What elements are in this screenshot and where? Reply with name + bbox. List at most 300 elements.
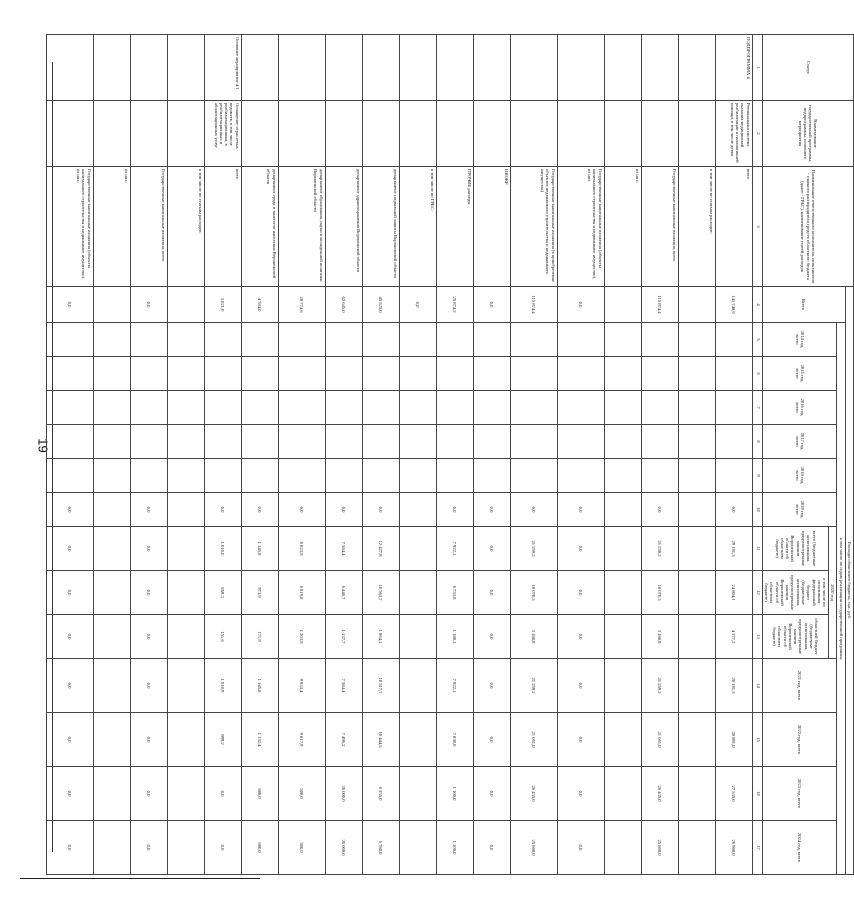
cell-y19 <box>678 493 715 527</box>
cell-exec: Государственные капитальные вложения (объекты капитального строительства и недвижимое имущество), из них: <box>46 167 93 287</box>
cell-total: 62 645,0 <box>325 287 362 323</box>
cell-y17 <box>46 425 93 459</box>
cell-y22: 21 061,0 <box>641 713 678 767</box>
cell-total: 115 874,4 <box>510 287 557 323</box>
cell-y24 <box>399 821 436 875</box>
cell-y24: 0,0 <box>130 821 167 875</box>
cell-y20: 21 259,2 <box>641 527 678 571</box>
column-index-cell: 12 <box>752 571 762 615</box>
budget-table <box>46 34 854 875</box>
cell-status <box>130 35 167 101</box>
cell-y15 <box>557 357 604 391</box>
cell-y16 <box>399 391 436 425</box>
cell-y19: 0,0 <box>130 493 167 527</box>
cell-y14 <box>510 323 557 357</box>
cell-y17 <box>278 425 325 459</box>
header-2016: 2016 год, всего <box>762 391 837 425</box>
cell-fed: 6 819,8 <box>278 571 325 615</box>
column-index-cell: 7 <box>752 391 762 425</box>
cell-y14 <box>557 323 604 357</box>
cell-name <box>436 101 473 167</box>
cell-exec: Государственные капитальные вложения (объекты капитального строительства и недвижимое имущество), из них <box>557 167 604 287</box>
cell-y23 <box>604 767 641 821</box>
header-2018: 2018 год, всего <box>762 459 837 493</box>
cell-y19: 0,0 <box>204 493 241 527</box>
cell-y17 <box>204 425 241 459</box>
cell-y24 <box>678 821 715 875</box>
cell-fed: 6 446,7 <box>325 571 362 615</box>
cell-y21: 20 181,3 <box>715 659 752 713</box>
cell-y24: 500,0 <box>278 821 325 875</box>
cell-y21: 7 584,4 <box>325 659 362 713</box>
cell-y15 <box>278 357 325 391</box>
cell-y15 <box>204 357 241 391</box>
cell-y21: 21 259,2 <box>641 659 678 713</box>
cell-y17 <box>399 425 436 459</box>
cell-y23: 0,0 <box>130 767 167 821</box>
cell-fed <box>93 571 130 615</box>
cell-exec: НИОКР <box>473 167 510 287</box>
cell-status <box>278 35 325 101</box>
cell-y16 <box>715 391 752 425</box>
cell-status <box>641 35 678 101</box>
cell-y21: 0,0 <box>557 659 604 713</box>
cell-y24: 1 100,0 <box>436 821 473 875</box>
cell-y17 <box>325 425 362 459</box>
cell-exec: из них: <box>93 167 130 287</box>
cell-y22: 10 444,5 <box>362 713 399 767</box>
cell-y17 <box>510 425 557 459</box>
page-number: 19 <box>35 438 51 453</box>
cell-y21: 0,0 <box>46 659 93 713</box>
cell-y20 <box>604 527 641 571</box>
cell-total <box>167 287 204 323</box>
cell-y21: 7 922,1 <box>436 659 473 713</box>
cell-y24: 20 000,0 <box>325 821 362 875</box>
cell-y14 <box>715 323 752 357</box>
cell-y24: 0,0 <box>557 821 604 875</box>
column-index-cell: 5 <box>752 323 762 357</box>
cell-name <box>362 101 399 167</box>
cell-y22: 0,0 <box>130 713 167 767</box>
cell-status <box>557 35 604 101</box>
cell-y14 <box>604 323 641 357</box>
column-index-cell: 2 <box>752 101 762 167</box>
cell-reg: 3 188,9 <box>510 615 557 659</box>
cell-y24 <box>93 821 130 875</box>
cell-exec: из них: <box>604 167 641 287</box>
header-federal-label: федеральный бюджет (бюджетные ассигнования, предусмотренные законом Воронежской области об областном бюджете) <box>764 575 817 610</box>
cell-y21: 10 517,7 <box>362 659 399 713</box>
cell-status <box>93 35 130 101</box>
table-row <box>399 35 436 875</box>
rotated-table-container <box>64 34 854 874</box>
cell-status <box>473 35 510 101</box>
cell-exec: департамент труда и занятости населения Воронежской области <box>241 167 278 287</box>
table-row <box>241 35 278 875</box>
cell-y20: 0,0 <box>473 527 510 571</box>
cell-y17 <box>641 425 678 459</box>
cell-exec: Государственные капитальные вложения (в приобретение объектов недвижимого строительства и недвижимого имущества) <box>510 167 557 287</box>
cell-status <box>241 35 278 101</box>
cell-reg: 151,6 <box>204 615 241 659</box>
cell-y20 <box>167 527 204 571</box>
column-index-cell: 10 <box>752 493 762 527</box>
cell-status: ПОДПРОГРАММА 4 <box>715 35 752 101</box>
cell-y24: 25 860,0 <box>510 821 557 875</box>
cell-reg <box>604 615 641 659</box>
header-2019: 2019 год, всего <box>762 493 837 527</box>
cell-y24: 26 960,0 <box>715 821 752 875</box>
table-row <box>510 35 557 875</box>
cell-y22: 21 061,0 <box>510 713 557 767</box>
cell-y19: 0,0 <box>715 493 752 527</box>
table-row <box>362 35 399 875</box>
table-row <box>715 35 752 875</box>
cell-y16 <box>436 391 473 425</box>
cell-reg <box>167 615 204 659</box>
cell-y18 <box>436 459 473 493</box>
cell-exec: Государственные капитальные вложения, всего <box>130 167 167 287</box>
cell-y16 <box>362 391 399 425</box>
column-index-cell: 9 <box>752 459 762 493</box>
cell-fed: 0,0 <box>46 571 93 615</box>
cell-y16 <box>557 391 604 425</box>
cell-y19: 0,0 <box>436 493 473 527</box>
cell-y15 <box>678 357 715 391</box>
cell-y20: 0,0 <box>130 527 167 571</box>
table-row <box>93 35 130 875</box>
cell-y17 <box>557 425 604 459</box>
cell-name <box>130 101 167 167</box>
column-index-cell: 8 <box>752 425 762 459</box>
cell-status <box>167 35 204 101</box>
cell-y18 <box>130 459 167 493</box>
column-index-cell: 16 <box>752 767 762 821</box>
table-row <box>678 35 715 875</box>
cell-y19: 0,0 <box>325 493 362 527</box>
cell-y20: 29 181,3 <box>715 527 752 571</box>
cell-y15 <box>46 357 93 391</box>
cell-y23: 27 535,0 <box>715 767 752 821</box>
cell-y22: 999,2 <box>204 713 241 767</box>
cell-y18 <box>362 459 399 493</box>
cell-y24: 680,0 <box>241 821 278 875</box>
cell-y24: 25 860,0 <box>641 821 678 875</box>
cell-y20: 7 922,1 <box>436 527 473 571</box>
cell-y20: 21 259,2 <box>510 527 557 571</box>
cell-y15 <box>241 357 278 391</box>
cell-y15 <box>399 357 436 391</box>
cell-y23 <box>678 767 715 821</box>
cell-y23: 1 100,0 <box>436 767 473 821</box>
cell-y17 <box>167 425 204 459</box>
cell-total: 25 874,2 <box>436 287 473 323</box>
header-by-years: в том числе по годам реализации государственной программы <box>837 323 845 875</box>
cell-y18 <box>715 459 752 493</box>
cell-y15 <box>167 357 204 391</box>
header-sources-label: в том числе по источникам: <box>816 578 828 607</box>
cell-name <box>399 101 436 167</box>
cell-y23 <box>93 767 130 821</box>
cell-exec: всего <box>715 167 752 287</box>
cell-y15 <box>436 357 473 391</box>
cell-y20: 7 584,4 <box>325 527 362 571</box>
cell-reg: 0,0 <box>557 615 604 659</box>
cell-y16 <box>678 391 715 425</box>
cell-y14 <box>241 323 278 357</box>
column-index-cell: 11 <box>752 527 762 571</box>
cell-exec: ПРОЧИЕ расходы <box>436 167 473 287</box>
cell-name <box>678 101 715 167</box>
cell-name <box>325 101 362 167</box>
cell-y18 <box>473 459 510 493</box>
cell-y15 <box>130 357 167 391</box>
cell-total: 115 874,4 <box>641 287 678 323</box>
cell-y18 <box>241 459 278 493</box>
cell-y14 <box>278 323 325 357</box>
cell-y14 <box>204 323 241 357</box>
column-index-cell: 14 <box>752 659 762 713</box>
cell-y17 <box>130 425 167 459</box>
cell-y18 <box>641 459 678 493</box>
cell-total: 0,0 <box>46 287 93 323</box>
cell-y17 <box>678 425 715 459</box>
cell-y19: 0,0 <box>362 493 399 527</box>
cell-y18 <box>557 459 604 493</box>
cell-y22: 1 132,4 <box>241 713 278 767</box>
cell-reg: 171,9 <box>241 615 278 659</box>
cell-y22 <box>399 713 436 767</box>
cell-reg: 1 137,7 <box>325 615 362 659</box>
cell-name <box>510 101 557 167</box>
cell-y19 <box>604 493 641 527</box>
cell-name <box>604 101 641 167</box>
cell-y15 <box>604 357 641 391</box>
cell-y16 <box>130 391 167 425</box>
cell-y22: 0,0 <box>473 713 510 767</box>
table-row <box>204 35 241 875</box>
table-row <box>278 35 325 875</box>
cell-y18 <box>204 459 241 493</box>
cell-fed <box>399 571 436 615</box>
cell-y23: 26 435,0 <box>510 767 557 821</box>
header-2021: 2021 год, всего <box>762 659 837 713</box>
cell-total: 0,0 <box>399 287 436 323</box>
cell-reg: 1 188,3 <box>436 615 473 659</box>
cell-y14 <box>93 323 130 357</box>
cell-y16 <box>46 391 93 425</box>
cell-status <box>436 35 473 101</box>
cell-exec: департамент здравоохранения Воронежской области <box>325 167 362 287</box>
cell-exec: департамент образования, науки и молодежной политики Воронежской области <box>278 167 325 287</box>
header-executor: Наименование ответственного исполнителя, исполнителя - главного распорядителя средств областного бюджета (далее - ГРБС), наименование статей расходов <box>762 167 853 287</box>
cell-y21: 0,0 <box>473 659 510 713</box>
cell-y15 <box>473 357 510 391</box>
header-2023: 2023 год, всего <box>762 767 837 821</box>
cell-y22: 7 496,2 <box>325 713 362 767</box>
cell-y15 <box>362 357 399 391</box>
header-regional: областной бюджет (бюджетные ассигнования, предусмотренные законом Воронежской области об областном бюджете) <box>762 615 828 659</box>
cell-y23: 0,0 <box>473 767 510 821</box>
cell-name <box>167 101 204 167</box>
cell-y22 <box>93 713 130 767</box>
cell-reg: 1 203,5 <box>278 615 325 659</box>
column-index-cell: 13 <box>752 615 762 659</box>
cell-y24 <box>167 821 204 875</box>
cell-y17 <box>93 425 130 459</box>
cell-reg: 0,0 <box>46 615 93 659</box>
cell-fed: 0,0 <box>557 571 604 615</box>
cell-y17 <box>436 425 473 459</box>
cell-y16 <box>241 391 278 425</box>
cell-status <box>604 35 641 101</box>
cell-name: Региональная система оказания медицинской реабилитации и паллиативной помощи, в том числе детям <box>715 101 752 167</box>
cell-y24: 0,0 <box>46 821 93 875</box>
cell-y19: 0,0 <box>473 493 510 527</box>
header-program-name: Наименование государственной программы, подпрограммы, основного мероприятия <box>762 101 853 167</box>
cell-exec: в том числе по статьям расходов: <box>678 167 715 287</box>
cell-y16 <box>204 391 241 425</box>
column-index-cell: 17 <box>752 821 762 875</box>
cell-y23 <box>167 767 204 821</box>
header-2015: 2015 год, всего <box>762 357 837 391</box>
footer-rule <box>20 878 260 879</box>
cell-exec: в том числе по статьям расходов: <box>167 167 204 287</box>
cell-y21: 0,0 <box>130 659 167 713</box>
cell-reg: 3 188,9 <box>641 615 678 659</box>
cell-y21 <box>93 659 130 713</box>
header-2017: 2017 год, всего <box>762 425 837 459</box>
column-index-cell: 15 <box>752 713 762 767</box>
cell-total: 0,0 <box>473 287 510 323</box>
cell-total: 4 784,0 <box>241 287 278 323</box>
cell-y19: 0,0 <box>557 493 604 527</box>
header-2020: 2020 год <box>829 527 837 659</box>
cell-y18 <box>510 459 557 493</box>
table-row <box>167 35 204 875</box>
table-row <box>46 35 93 875</box>
header-2024: 2024 год, всего <box>762 821 837 875</box>
header-status: Статус <box>762 35 853 101</box>
cell-exec: департамент социальной защиты Воронежской области <box>362 167 399 287</box>
cell-name <box>93 101 130 167</box>
cell-name <box>278 101 325 167</box>
cell-total <box>678 287 715 323</box>
cell-y23: 680,0 <box>241 767 278 821</box>
cell-y15 <box>641 357 678 391</box>
cell-y15 <box>510 357 557 391</box>
cell-y20: 12 427,8 <box>362 527 399 571</box>
cell-name <box>557 101 604 167</box>
cell-y22 <box>167 713 204 767</box>
cell-fed <box>678 571 715 615</box>
cell-y19: 0,0 <box>46 493 93 527</box>
cell-fed <box>167 571 204 615</box>
cell-exec: Государственные капитальные вложения, всего <box>641 167 678 287</box>
cell-y23: 0,0 <box>204 767 241 821</box>
cell-total <box>604 287 641 323</box>
cell-y19 <box>167 493 204 527</box>
cell-y15 <box>93 357 130 391</box>
cell-y18 <box>604 459 641 493</box>
cell-y19: 0,0 <box>641 493 678 527</box>
cell-status <box>46 35 93 101</box>
cell-fed: 0,0 <box>473 571 510 615</box>
cell-fed: 10 563,7 <box>362 571 399 615</box>
cell-y19 <box>399 493 436 527</box>
cell-exec: в том числе по ГРБС: <box>399 167 436 287</box>
cell-y21 <box>399 659 436 713</box>
cell-y14 <box>473 323 510 357</box>
cell-name: Оснащение отраслевых ведомств, в том числе реабилитационным, в реабилитационных и абилитационных услуг <box>204 101 241 167</box>
cell-y14 <box>130 323 167 357</box>
cell-y18 <box>325 459 362 493</box>
cell-y20 <box>93 527 130 571</box>
cell-y22: 28 891,0 <box>715 713 752 767</box>
cell-y23: 0,0 <box>557 767 604 821</box>
header-2020-total: всего (бюджетные ассигнования, предусмотренные законом Воронежской области об областном бюджете) <box>762 527 828 571</box>
column-index-cell: 6 <box>752 357 762 391</box>
table-row <box>436 35 473 875</box>
cell-y22 <box>604 713 641 767</box>
cell-reg <box>399 615 436 659</box>
cell-fed: 6 733,8 <box>436 571 473 615</box>
cell-y14 <box>678 323 715 357</box>
cell-total: 3 021,0 <box>204 287 241 323</box>
column-index-cell: 3 <box>752 167 762 287</box>
cell-fed: 859,3 <box>204 571 241 615</box>
cell-y23: 500,0 <box>278 767 325 821</box>
cell-y17 <box>715 425 752 459</box>
cell-y16 <box>510 391 557 425</box>
cell-total: 0,0 <box>557 287 604 323</box>
cell-total <box>93 287 130 323</box>
cell-y18 <box>46 459 93 493</box>
cell-fed: 0,0 <box>130 571 167 615</box>
column-index-cell: 4 <box>752 287 762 323</box>
cell-total: 0,0 <box>130 287 167 323</box>
cell-reg: 0,0 <box>473 615 510 659</box>
cell-status: Основное мероприятие 4.1 <box>204 35 241 101</box>
cell-reg <box>93 615 130 659</box>
cell-y21: 9 933,4 <box>278 659 325 713</box>
table-row <box>604 35 641 875</box>
cell-y19: 0,0 <box>510 493 557 527</box>
cell-y16 <box>604 391 641 425</box>
cell-name <box>46 101 93 167</box>
cell-y24: 0,0 <box>204 821 241 875</box>
cell-y17 <box>473 425 510 459</box>
cell-y20 <box>678 527 715 571</box>
cell-y21: 1 010,9 <box>204 659 241 713</box>
cell-y16 <box>278 391 325 425</box>
table-row <box>641 35 678 875</box>
cell-y21 <box>604 659 641 713</box>
cell-reg: 1 864,1 <box>362 615 399 659</box>
cell-y16 <box>473 391 510 425</box>
cell-y20: 0,0 <box>46 527 93 571</box>
cell-y20: 1 145,8 <box>241 527 278 571</box>
cell-fed: 18 070,3 <box>510 571 557 615</box>
table-row <box>473 35 510 875</box>
header-expenses: Расходы областного бюджета, тыс. руб. <box>845 287 853 875</box>
cell-y14 <box>46 323 93 357</box>
cell-y23: 6 355,0 <box>362 767 399 821</box>
cell-y24: 5 780,0 <box>362 821 399 875</box>
cell-status <box>678 35 715 101</box>
cell-y17 <box>241 425 278 459</box>
